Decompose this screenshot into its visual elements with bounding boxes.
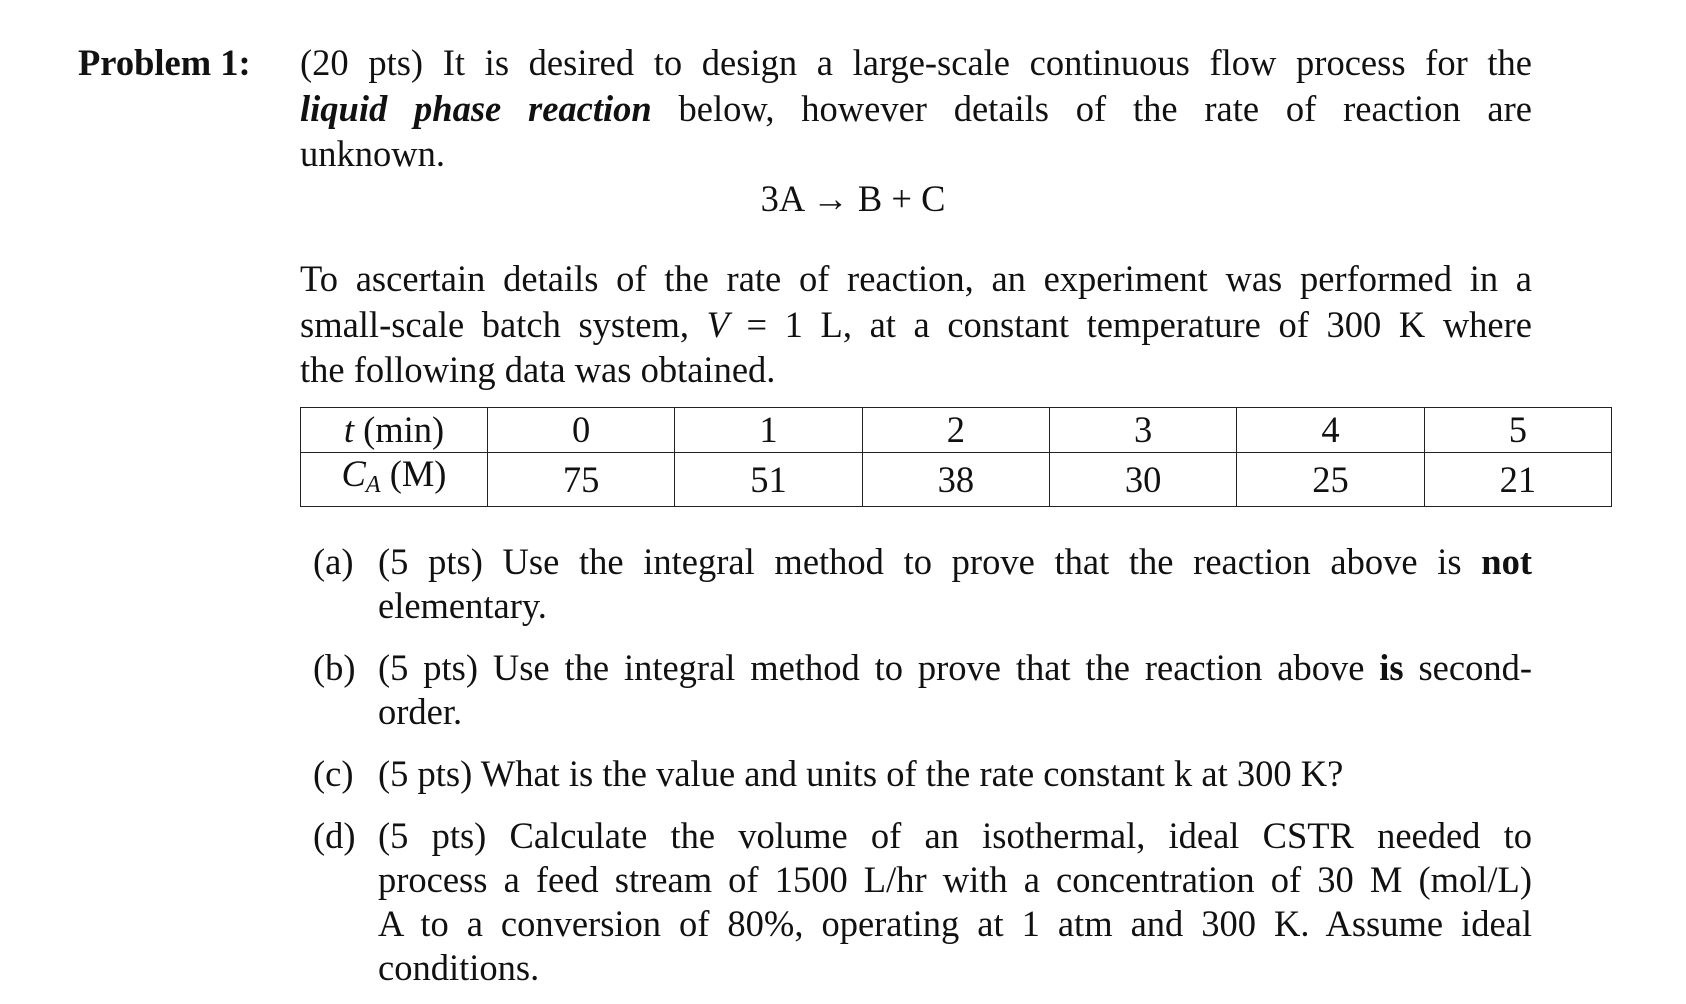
question-b [378, 646, 1532, 734]
question-a-line-1-text: (5 pts) Use the integral method to prove that the reaction above is [378, 541, 1482, 582]
kinetics-data-table [300, 407, 1612, 507]
paragraph-line-1 [300, 256, 1532, 302]
question-d-line-2: process a feed stream of 1500 L/hr with a concentration of 30 M (mol/L) [378, 859, 1532, 900]
concentration-unit: (M) [380, 453, 447, 494]
concentration-variable: C [341, 453, 366, 494]
question-b-line-2: order. [378, 691, 463, 732]
question-d-line-3: A to a conversion of 80%, operating at 1 atm and 300 K. Assume ideal [378, 903, 1532, 944]
question-a-not-emphasis: not [1481, 541, 1532, 582]
concentration-cell: 51 [675, 453, 862, 507]
question-a-line-2: elementary. [378, 585, 547, 626]
volume-variable: V [706, 304, 729, 345]
question-b-line-1-post: second- [1403, 647, 1532, 688]
problem-label: Problem 1: [78, 42, 251, 83]
paragraph-line-3-text: the following data was obtained. [300, 349, 776, 390]
table-row-time [301, 408, 1612, 453]
intro-line-2-text: below, however details of the rate of reaction are [651, 88, 1532, 129]
time-cell: 0 [488, 408, 675, 453]
concentration-subscript: A [365, 472, 381, 498]
question-b-is-emphasis: is [1379, 647, 1404, 688]
intro-line-1 [300, 40, 1532, 86]
concentration-cell: 75 [488, 453, 675, 507]
paragraph-line-2-pre: small-scale batch system, [300, 304, 707, 345]
time-cell: 3 [1049, 408, 1236, 453]
concentration-cell: 25 [1237, 453, 1424, 507]
paragraph-line-3 [300, 347, 775, 393]
reaction-equation [0, 176, 1686, 222]
time-variable: t [343, 409, 354, 450]
liquid-phase-reaction-emphasis: liquid phase reaction [300, 88, 652, 129]
question-a-line-1 [378, 540, 1532, 584]
concentration-cell: 38 [862, 453, 1049, 507]
question-a [378, 540, 1532, 628]
time-cell: 5 [1424, 408, 1611, 453]
intro-line-3-text: unknown. [300, 133, 445, 174]
intro-line-1-text: (20 pts) It is desired to design a large-scale continuous flow process for the [300, 42, 1532, 83]
question-d-line-4: conditions. [378, 947, 540, 988]
intro-line-3 [300, 131, 445, 177]
question-d-line-1: (5 pts) Calculate the volume of an isothermal, ideal CSTR needed to [378, 815, 1532, 856]
concentration-cell: 21 [1424, 453, 1611, 507]
question-d-marker: (d) [313, 815, 356, 856]
time-cell: 4 [1237, 408, 1424, 453]
table-row-concentration [301, 453, 1612, 507]
time-cell: 2 [862, 408, 1049, 453]
time-header-cell [301, 408, 488, 453]
time-unit: (min) [353, 409, 445, 450]
concentration-cell: 30 [1049, 453, 1236, 507]
paragraph-line-2 [300, 302, 1532, 348]
question-b-line-1-pre: (5 pts) Use the integral method to prove that the reaction above [378, 647, 1380, 688]
question-c-line-1: (5 pts) What is the value and units of the rate constant k at 300 K? [378, 753, 1344, 794]
question-b-line-1 [378, 646, 1532, 690]
question-b-marker: (b) [313, 647, 356, 688]
concentration-header-cell [301, 453, 488, 507]
question-c [378, 752, 1532, 796]
paragraph-line-2-post: = 1 L, at a constant temperature of 300 K where [728, 304, 1532, 345]
time-cell: 1 [675, 408, 862, 453]
paragraph-line-1-text: To ascertain details of the rate of reaction, an experiment was performed in a [300, 258, 1532, 299]
question-a-marker: (a) [313, 541, 354, 582]
question-d [378, 814, 1532, 990]
question-c-marker: (c) [313, 753, 354, 794]
reaction-equation-text: 3A → B + C [760, 178, 946, 219]
intro-line-2 [300, 86, 1532, 132]
